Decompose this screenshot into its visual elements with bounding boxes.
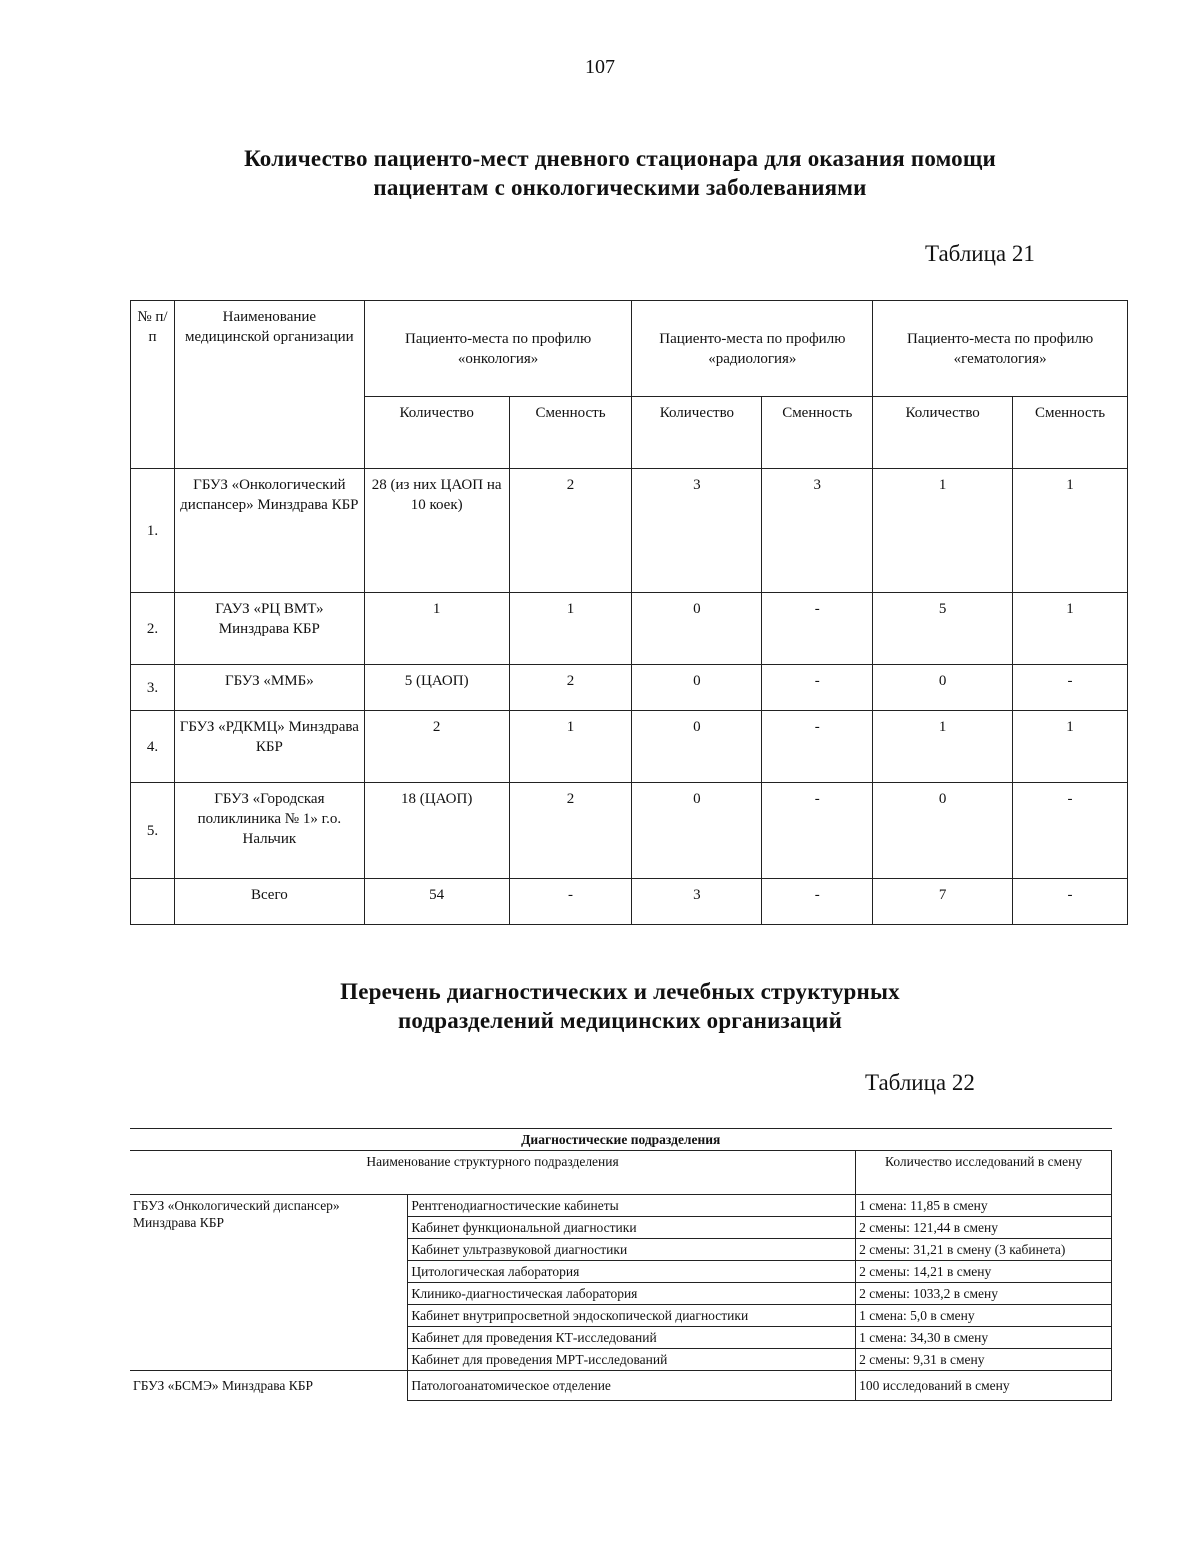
cell-radiology-shift: -	[762, 783, 873, 879]
row-number: 3.	[131, 665, 175, 711]
header-shift: Сменность	[1013, 397, 1128, 469]
cell-radiology-count: 0	[632, 783, 762, 879]
table-row	[130, 1371, 1112, 1401]
table-row	[131, 469, 1128, 593]
header-count: Количество	[364, 397, 509, 469]
header-count: Количество	[873, 397, 1013, 469]
header-num: № п/п	[131, 301, 175, 469]
row-org: ГБУЗ «Онкологический диспансер» Минздрава КБР	[174, 469, 364, 593]
unit-name: Рентгенодиагностические кабинеты	[408, 1195, 856, 1217]
org-name: ГБУЗ «БСМЭ» Минздрава КБР	[130, 1371, 408, 1401]
header-radiology: Пациенто-места по профилю «радиология»	[632, 301, 873, 397]
unit-count: 1 смена: 5,0 в смену	[856, 1305, 1112, 1327]
row-number	[131, 879, 175, 925]
cell-hematology-shift: -	[1013, 783, 1128, 879]
cell-hematology-count: 1	[873, 711, 1013, 783]
unit-name: Кабинет функциональной диагностики	[408, 1217, 856, 1239]
unit-count: 1 смена: 34,30 в смену	[856, 1327, 1112, 1349]
cell-oncology-shift: 1	[509, 593, 632, 665]
unit-count: 1 смена: 11,85 в смену	[856, 1195, 1112, 1217]
table21-label: Таблица 21	[925, 241, 1035, 266]
unit-count: 2 смены: 14,21 в смену	[856, 1261, 1112, 1283]
table22-title-line: подразделений медицинских организаций	[397, 1008, 843, 1033]
row-number: 4.	[131, 711, 175, 783]
table-row	[131, 665, 1128, 711]
row-org: ГБУЗ «РДКМЦ» Минздрава КБР	[174, 711, 364, 783]
row-org: ГАУЗ «РЦ ВМТ» Минздрава КБР	[174, 593, 364, 665]
table21-title-line: Количество пациенто-мест дневного стационара для оказания помощи	[244, 146, 996, 171]
table21-title	[0, 144, 1200, 202]
row-org: ГБУЗ «ММБ»	[174, 665, 364, 711]
table22-label: Таблица 22	[865, 1070, 975, 1095]
unit-count: 2 смены: 1033,2 в смену	[856, 1283, 1112, 1305]
table21-title-line: пациентам с онкологическими заболеваниями	[373, 175, 867, 200]
total-radiology-shift: -	[762, 879, 873, 925]
cell-radiology-count: 0	[632, 665, 762, 711]
cell-oncology-shift: 2	[509, 469, 632, 593]
col-name-header: Наименование структурного подразделения	[130, 1151, 856, 1195]
unit-count: 2 смены: 121,44 в смену	[856, 1217, 1112, 1239]
cell-oncology-shift: 1	[509, 711, 632, 783]
table22-title-line: Перечень диагностических и лечебных структурных	[340, 979, 900, 1004]
table-row	[131, 711, 1128, 783]
cell-oncology-count: 5 (ЦАОП)	[364, 665, 509, 711]
unit-name: Кабинет ультразвуковой диагностики	[408, 1239, 856, 1261]
cell-hematology-count: 5	[873, 593, 1013, 665]
cell-oncology-count: 2	[364, 711, 509, 783]
cell-hematology-count: 1	[873, 469, 1013, 593]
cell-radiology-shift: 3	[762, 469, 873, 593]
header-org: Наименование медицинской организации	[174, 301, 364, 469]
cell-hematology-count: 0	[873, 665, 1013, 711]
unit-name: Клинико-диагностическая лаборатория	[408, 1283, 856, 1305]
cell-hematology-shift: 1	[1013, 711, 1128, 783]
cell-radiology-count: 0	[632, 593, 762, 665]
total-radiology-count: 3	[632, 879, 762, 925]
section-header: Диагностические подразделения	[130, 1129, 1112, 1151]
col-count-header: Количество исследований в смену	[856, 1151, 1112, 1195]
table-row	[131, 783, 1128, 879]
row-org: ГБУЗ «Городская поликлиника № 1» г.о. Нальчик	[174, 783, 364, 879]
unit-count: 2 смены: 31,21 в смену (3 кабинета)	[856, 1239, 1112, 1261]
cell-radiology-shift: -	[762, 711, 873, 783]
unit-count: 100 исследований в смену	[856, 1371, 1112, 1401]
cell-radiology-count: 3	[632, 469, 762, 593]
unit-name: Кабинет для проведения КТ-исследований	[408, 1327, 856, 1349]
cell-oncology-count: 1	[364, 593, 509, 665]
table-row	[130, 1195, 1112, 1217]
page-number: 107	[585, 56, 615, 78]
row-number: 1.	[131, 469, 175, 593]
unit-name: Кабинет для проведения МРТ-исследований	[408, 1349, 856, 1371]
cell-oncology-shift: 2	[509, 783, 632, 879]
total-hematology-count: 7	[873, 879, 1013, 925]
unit-name: Цитологическая лаборатория	[408, 1261, 856, 1283]
unit-name: Патологоанатомическое отделение	[408, 1371, 856, 1401]
header-hematology: Пациенто-места по профилю «гематология»	[873, 301, 1128, 397]
cell-radiology-shift: -	[762, 593, 873, 665]
header-shift: Сменность	[762, 397, 873, 469]
header-shift: Сменность	[509, 397, 632, 469]
table-row	[131, 593, 1128, 665]
cell-hematology-shift: -	[1013, 665, 1128, 711]
cell-oncology-shift: 2	[509, 665, 632, 711]
row-number: 5.	[131, 783, 175, 879]
cell-oncology-count: 28 (из них ЦАОП на 10 коек)	[364, 469, 509, 593]
total-oncology-shift: -	[509, 879, 632, 925]
table-21	[130, 300, 1128, 925]
total-oncology-count: 54	[364, 879, 509, 925]
table-row-total	[131, 879, 1128, 925]
cell-hematology-shift: 1	[1013, 469, 1128, 593]
row-number: 2.	[131, 593, 175, 665]
table22-title	[0, 977, 1200, 1035]
cell-hematology-shift: 1	[1013, 593, 1128, 665]
org-name: ГБУЗ «Онкологический диспансер» Минздрава КБР	[130, 1195, 408, 1371]
cell-radiology-count: 0	[632, 711, 762, 783]
unit-count: 2 смены: 9,31 в смену	[856, 1349, 1112, 1371]
cell-hematology-count: 0	[873, 783, 1013, 879]
header-oncology: Пациенто-места по профилю «онкология»	[364, 301, 632, 397]
unit-name: Кабинет внутрипросветной эндоскопической диагностики	[408, 1305, 856, 1327]
total-label: Всего	[174, 879, 364, 925]
header-count: Количество	[632, 397, 762, 469]
table-22	[130, 1128, 1112, 1401]
total-hematology-shift: -	[1013, 879, 1128, 925]
cell-radiology-shift: -	[762, 665, 873, 711]
cell-oncology-count: 18 (ЦАОП)	[364, 783, 509, 879]
